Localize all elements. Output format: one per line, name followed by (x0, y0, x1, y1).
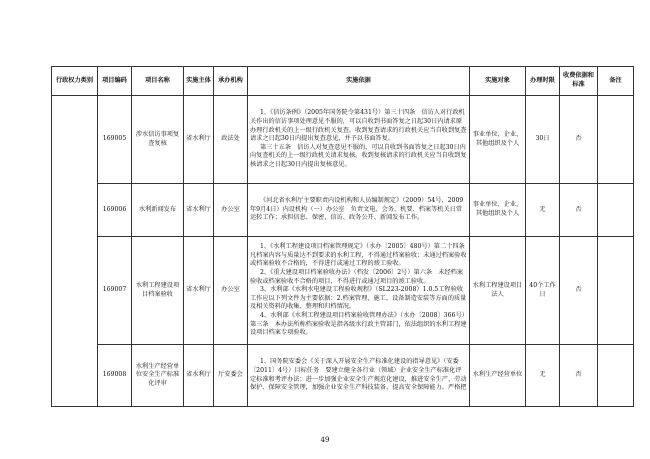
subject-cell: 省水利厅 (184, 96, 214, 184)
fee-cell: 否 (560, 184, 598, 237)
basis-cell (248, 237, 470, 345)
subject-cell: 省水利厅 (184, 237, 214, 345)
fee-cell: 否 (560, 345, 598, 407)
fee-cell: 否 (560, 237, 598, 345)
header-subject: 实施主体 (184, 67, 214, 96)
target-cell: 事业单位、企业、其他组织及个人 (470, 96, 526, 184)
code-cell: 169005 (98, 96, 132, 184)
header-remarks: 备注 (598, 67, 634, 96)
basis-paragraph: 《河北省水利厅主要职责内设机构和人员编制规定》（2009）54号，2009年9月4日）内设机构（一）办公室 负责文电、会务、机要、档案等机关日常运转工作；承担信息、保密、信访、政务公开、新闻发布工作。 (250, 197, 464, 222)
basis-paragraph: 4、水利部《水利工程建设项目档案验收管理办法》（水办〔2008〕366号）第三条 本办法所称档案验收是指各级水行政主管部门，依法组织的水利工程建设项目档案专项验收。 (250, 311, 467, 337)
agency-cell: 厅安委会 (214, 345, 248, 407)
table-row (52, 237, 634, 345)
remarks-cell (598, 184, 634, 237)
code-cell: 169006 (98, 184, 132, 237)
header-time-limit: 办理时限 (526, 67, 560, 96)
basis-paragraph: 3、水利部《水利水电建设工程验收规程》（SL223-2008）1.0.5工程验收工作应以下列文件为主要依据：2.档案管理、施工、设备制造安装等方面的质量及相关资料的收集、整理和归档情况。 (250, 286, 467, 311)
name-cell: 水利生产经营单位安全生产标准化评审 (132, 345, 184, 407)
basis-paragraph: 1、《水利工程建设项目档案管理规定》（水办〔2005〕480号）第二十四条 凡档案内容与质量达不到要求的水利工程，不得通过档案验收；未通过档案验收或档案验收不合格的，不得进行或通过工程的竣工验收。 (250, 243, 471, 268)
target-cell: 水利工程建设项目法人 (470, 237, 526, 345)
subject-cell: 省水利厅 (184, 345, 214, 407)
header-code: 项目编码 (98, 67, 132, 96)
table-row (52, 96, 634, 184)
header-row (52, 67, 634, 96)
code-cell: 169007 (98, 237, 132, 345)
name-cell: 水利工程建设项目档案验收 (132, 237, 184, 345)
header-basis: 实施依据 (248, 67, 470, 96)
basis-cell (248, 184, 470, 237)
basis-paragraph: 1、国务院安委会《关于深入开展安全生产标准化建设的指导意见》（安委〔2011〕4号）目标任务 要建立健全各行业（领域）企业安全生产标准化评定标准和考评办法；进一步加强企业安全生产规范化建设，推进安全生产、劳动保护、保障安全管理，加强企业安全生产科技装备，提高安全保障能力。严格把 (250, 358, 467, 392)
remarks-cell (598, 96, 634, 184)
header-target: 实施对象 (470, 67, 526, 96)
page-number: 49 (320, 436, 330, 444)
basis-paragraph: 第三十五条 信访人对复查意见不服的，可以自收到书面答复之日起30日内向复查机关的上一级行政机关请求复核。收到复核请求的行政机关应当自收到复核请求之日起30日内提出复核意见。 (250, 143, 467, 168)
fee-cell: 否 (560, 96, 598, 184)
target-cell: 水利生产经营单位 (470, 345, 526, 407)
basis-paragraph: 1、《信访条例》（2005年国务院令第431号）第三十四条 信访人对行政机关作出的信访事项处理意见不服的，可以自收到书面答复之日起30日内请求原办理行政机关的上一级行政机关复查。收到复查请求的行政机关应当自收到复查请求之日起30日内提出复查意见，并予以书面答复。 (250, 109, 467, 143)
agency-cell: 政法处 (214, 96, 248, 184)
header-agency: 承办机构 (214, 67, 248, 96)
agency-cell: 办公室 (214, 184, 248, 237)
table-row (52, 184, 634, 237)
header-category: 行政权力类别 (52, 67, 98, 96)
header-fee: 收费依据和标准 (560, 67, 598, 96)
basis-cell (248, 345, 470, 407)
target-cell: 事业单位、企业、其他组织及个人 (470, 184, 526, 237)
table-row (52, 345, 634, 407)
remarks-cell (598, 345, 634, 407)
remarks-cell (598, 237, 634, 345)
category-cell (52, 96, 98, 407)
header-name: 项目名称 (132, 67, 184, 96)
time-limit-cell: 无 (526, 184, 560, 237)
admin-power-table (51, 66, 634, 407)
basis-cell (248, 96, 470, 184)
time-limit-cell: 40个工作日 (526, 237, 560, 345)
time-limit-cell: 30日 (526, 96, 560, 184)
time-limit-cell: 无 (526, 345, 560, 407)
subject-cell: 省水利厅 (184, 184, 214, 237)
name-cell: 涉水信访事项复查复核 (132, 96, 184, 184)
code-cell: 169008 (98, 345, 132, 407)
basis-paragraph: 2、《重大建设项目档案验收办法》（档发〔2006〕2号）第六条 未经档案验收或档案验收不合格的项目，不得进行或通过项目的竣工验收。 (250, 269, 464, 285)
name-cell: 水利新闻发布 (132, 184, 184, 237)
agency-cell: 办公室 (214, 237, 248, 345)
